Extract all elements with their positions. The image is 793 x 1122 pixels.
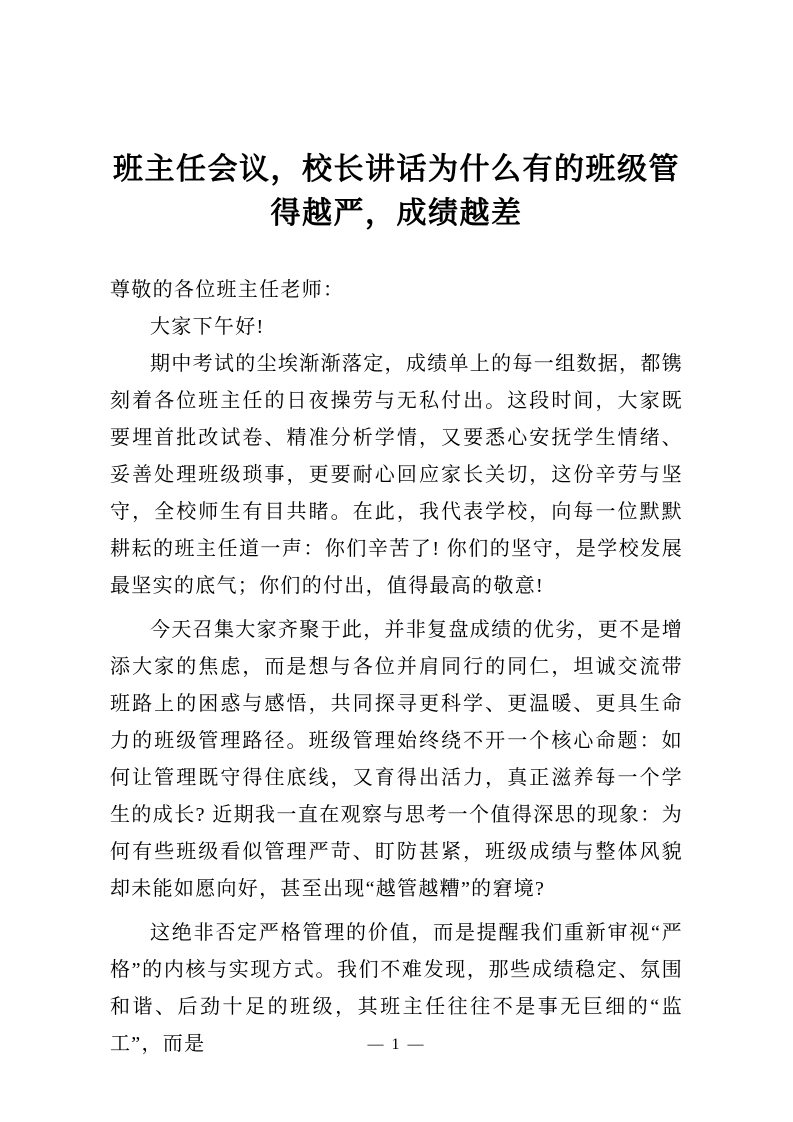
paragraph: 这绝非否定严格管理的价值，而是提醒我们重新审视“严格”的内核与实现方式。我们不难发现，那些成绩稳定、氛围和谐、后劲十足的班级，其班主任往往不是事无巨细的“监工”，而是: [110, 922, 683, 1055]
paragraph: 今天召集大家齐聚于此，并非复盘成绩的优劣，更不是增添大家的焦虑，而是想与各位并肩同行的同仁，坦诚交流带班路上的困惑与感悟，共同探寻更科学、更温暖、更具生命力的班级管理路径。班级管理始终绕不开一个核心命题：如何让管理既守得住底线，又育得出活力，真正滋养每一个学生的成长? 近期我一直在观察与思考一个值得深思的现象：为何有些班级看似管理严苛、盯防甚紧，班级成绩与整体风貌却未能如愿向好，甚至出现“越管越糟”的窘境?: [110, 619, 683, 900]
page-number: — 1 —: [367, 1036, 426, 1053]
paragraph: 尊敬的各位班主任老师：: [110, 279, 345, 301]
document-title: 班主任会议，校长讲话为什么有的班级管得越严，成绩越差: [113, 153, 680, 230]
document-body: [110, 272, 683, 1063]
paragraph: 期中考试的尘埃渐渐落定，成绩单上的每一组数据，都镌刻着各位班主任的日夜操劳与无私付出。这段时间，大家既要埋首批改试卷、精准分析学情，又要悉心安抚学生情绪、妥善处理班级琐事，更要耐心回应家长关切，这份辛劳与坚守，全校师生有目共睹。在此，我代表学校，向每一位默默耕耘的班主任道一声：你们辛苦了! 你们的坚守，是学校发展最坚实的底气；你们的付出，值得最高的敬意!: [110, 353, 683, 597]
paragraph: 大家下午好!: [150, 316, 265, 338]
page-footer: [0, 1036, 793, 1054]
